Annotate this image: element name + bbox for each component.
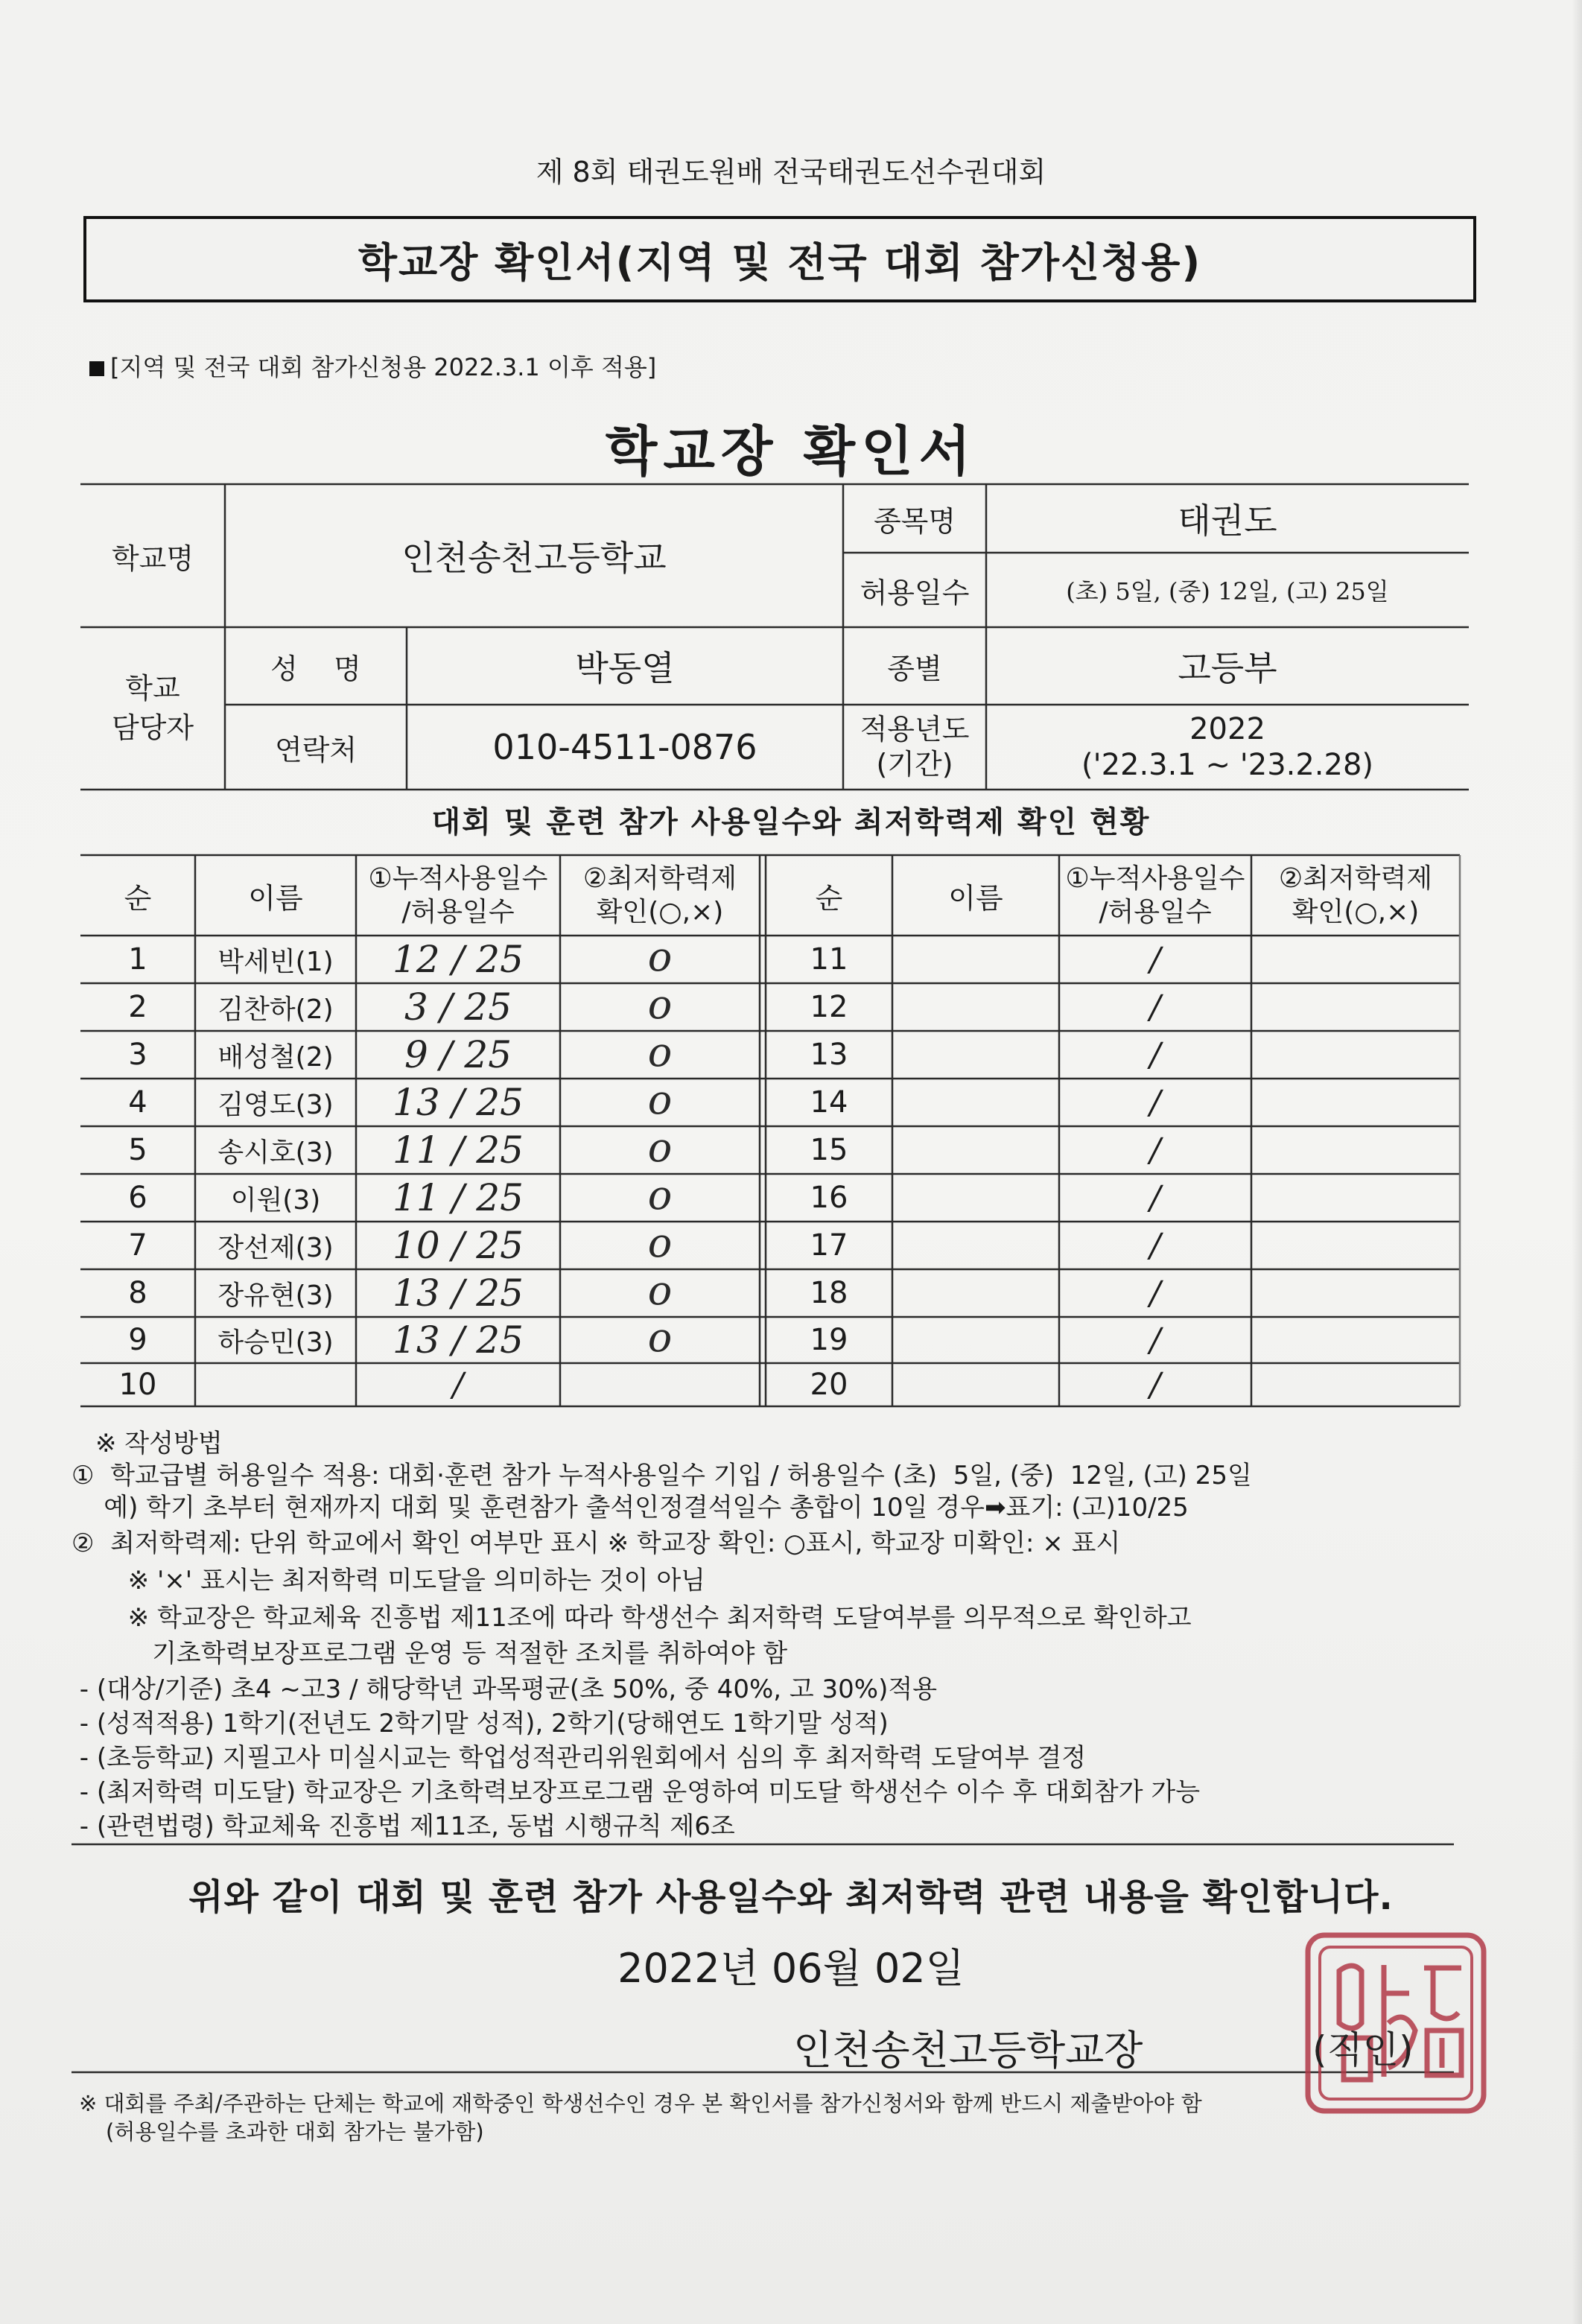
sport-value: 태권도 — [1178, 501, 1277, 541]
row-no: 6 — [128, 1181, 147, 1215]
header-min-line2: 확인(○,×) — [596, 897, 724, 927]
header-min-line2: 확인(○,×) — [1292, 897, 1420, 927]
row-name — [892, 1126, 1059, 1174]
phone-label: 연락처 — [274, 733, 358, 766]
document-title: 학교장 확인서 — [605, 420, 977, 483]
row-name — [892, 1269, 1059, 1317]
row-no: 18 — [810, 1276, 848, 1310]
row-check — [1251, 1269, 1460, 1317]
row-no: 20 — [810, 1368, 848, 1402]
row-days: 3 / 25 — [404, 985, 512, 1029]
header-days-line2: /허용일수 — [401, 897, 515, 927]
header-name-right: 이름 — [948, 881, 1003, 915]
row-name — [892, 1363, 1059, 1406]
row-no: 8 — [128, 1276, 147, 1310]
instruction-line: ② 최저학력제: 단위 학교에서 확인 여부만 표시 ※ 학교장 확인: ○표시, 학교장 미확인: × 표시 — [72, 1528, 1121, 1558]
allowed-days-value: (초) 5일, (중) 12일, (고) 25일 — [1066, 577, 1389, 606]
row-check — [1251, 983, 1460, 1031]
row-name — [892, 1317, 1059, 1363]
header-days-line1: ①누적사용일수 — [368, 863, 548, 894]
phone-value: 010-4511-0876 — [492, 727, 757, 767]
contact-person-label — [80, 627, 225, 790]
row-no: 16 — [810, 1181, 848, 1215]
row-days: 13 / 25 — [393, 1318, 524, 1362]
row-days: 13 / 25 — [393, 1081, 524, 1124]
row-check: o — [647, 1313, 673, 1361]
row-check — [1251, 1126, 1460, 1174]
row-check — [1251, 1222, 1460, 1269]
row-no: 5 — [128, 1133, 147, 1167]
instruction-line: 기초학력보장프로그램 운영 등 적절한 조치를 취하여야 함 — [72, 1639, 788, 1669]
row-check — [1251, 1031, 1460, 1079]
footnote-1: ※ 대회를 주최/주관하는 단체는 학교에 재학중인 학생선수인 경우 본 확인서를 참가신청서와 함께 반드시 제출받아야 함 — [79, 2091, 1202, 2116]
row-no: 19 — [810, 1323, 848, 1357]
school-name-label: 학교명 — [111, 542, 194, 575]
year-value-line2: ('22.3.1 ~ '23.2.28) — [1081, 748, 1374, 782]
row-days: / — [1149, 988, 1161, 1026]
division-value: 고등부 — [1178, 648, 1277, 688]
row-name: 장유현(3) — [217, 1280, 334, 1311]
year-value — [986, 705, 1469, 790]
instruction-line: ① 학교급별 허용일수 적용: 대회·훈련 참가 누적사용일수 기입 / 허용일수 (초) 5일, (중) 12일, (고) 25일 — [72, 1461, 1252, 1490]
row-no: 11 — [810, 942, 848, 977]
applicability-note-text: [지역 및 전국 대회 참가신청용 2022.3.1 이후 적용] — [110, 353, 657, 381]
event-title: 제 8회 태권도원배 전국태권도선수권대회 — [536, 156, 1046, 188]
year-label — [843, 705, 986, 790]
row-days: 11 / 25 — [393, 1176, 524, 1219]
row-check: o — [647, 1076, 673, 1123]
row-no: 3 — [128, 1038, 147, 1072]
header-days-left — [356, 855, 560, 936]
row-days: / — [1149, 1274, 1161, 1312]
row-no: 14 — [810, 1085, 848, 1120]
row-name: 이원(3) — [230, 1184, 321, 1216]
row-name: 김찬하(2) — [217, 994, 334, 1025]
row-no: 10 — [118, 1368, 157, 1402]
row-check: o — [647, 933, 673, 980]
row-name — [892, 983, 1059, 1031]
header-no-right: 순 — [815, 881, 843, 915]
instruction-line: ※ 학교장은 학교체육 진흥법 제11조에 따라 학생선수 최저학력 도달여부를 의무적으로 확인하고 — [72, 1603, 1192, 1633]
row-check: o — [647, 1123, 673, 1171]
row-check: o — [647, 980, 673, 1028]
instruction-line: - (초등학교) 지필고사 미실시교는 학업성적관리위원회에서 심의 후 최저학력 도달여부 결정 — [72, 1743, 1087, 1773]
row-check: o — [647, 1219, 673, 1266]
division-label: 종별 — [887, 652, 942, 685]
instruction-line: ※ 작성방법 — [95, 1429, 223, 1458]
row-days: 13 / 25 — [393, 1271, 524, 1315]
row-no: 2 — [128, 990, 147, 1024]
row-check: o — [647, 1266, 673, 1314]
row-days: 12 / 25 — [393, 938, 524, 981]
row-check — [560, 1363, 760, 1406]
confirmation-statement: 위와 같이 대회 및 훈련 참가 사용일수와 최저학력 관련 내용을 확인합니다. — [188, 1876, 1394, 1918]
row-name — [892, 1079, 1059, 1126]
header-days-line2: /허용일수 — [1099, 897, 1212, 927]
row-check: o — [647, 1028, 673, 1076]
row-days: / — [1149, 1321, 1161, 1359]
row-name: 하승민(3) — [217, 1327, 334, 1358]
row-check: o — [647, 1171, 673, 1219]
instruction-line: 예) 학기 초부터 현재까지 대회 및 훈련참가 출석인정결석일수 총합이 10일 경우➡표기: (고)10/25 — [72, 1493, 1189, 1523]
row-days: 9 / 25 — [404, 1033, 512, 1076]
footnote-2: (허용일수를 초과한 대회 참가는 불가함) — [106, 2119, 484, 2144]
row-name: 배성철(2) — [217, 1041, 334, 1073]
header-no-left: 순 — [124, 881, 152, 915]
roster-section-title: 대회 및 훈련 참가 사용일수와 최저학력제 확인 현황 — [431, 805, 1151, 839]
row-name — [892, 936, 1059, 983]
row-check — [1251, 1174, 1460, 1222]
row-name — [892, 1222, 1059, 1269]
sport-label: 종목명 — [873, 504, 956, 538]
row-name — [195, 1363, 356, 1406]
row-check — [1251, 1317, 1460, 1363]
contact-label-line2: 담당자 — [111, 711, 194, 744]
row-days: / — [1149, 1083, 1161, 1122]
row-days: / — [1149, 1365, 1161, 1404]
row-name: 김영도(3) — [217, 1089, 334, 1120]
row-no: 13 — [810, 1038, 848, 1072]
row-days: / — [1149, 940, 1161, 979]
header-days-right — [1059, 855, 1251, 936]
row-days: / — [1149, 1131, 1161, 1169]
row-name: 송시호(3) — [217, 1137, 334, 1168]
instruction-line: - (대상/기준) 초4 ~고3 / 해당학년 과목평균(초 50%, 중 40%, 고 30%)적용 — [72, 1674, 938, 1704]
row-no: 12 — [810, 990, 848, 1024]
name-label: 성 명 — [270, 652, 361, 685]
year-label-line1: 적용년도 — [860, 712, 970, 746]
row-name — [892, 1174, 1059, 1222]
row-days: / — [1149, 1035, 1161, 1074]
name-value: 박동열 — [575, 648, 675, 688]
row-days: 11 / 25 — [393, 1128, 524, 1172]
instruction-line: ※ '×' 표시는 최저학력 미도달을 의미하는 것이 아님 — [72, 1566, 706, 1596]
row-name: 박세빈(1) — [217, 946, 334, 977]
row-name: 장선제(3) — [217, 1232, 334, 1263]
school-name-value: 인천송천고등학교 — [401, 538, 667, 578]
row-no: 9 — [128, 1323, 147, 1357]
row-check — [1251, 1079, 1460, 1126]
instruction-line: - (최저학력 미도달) 학교장은 기초학력보장프로그램 운영하여 미도달 학생선수 이수 후 대회참가 가능 — [72, 1777, 1201, 1807]
instruction-line: - (성적적용) 1학기(전년도 2학기말 성적), 2학기(당해연도 1학기말 성적) — [72, 1709, 889, 1739]
contact-label-line1: 학교 — [125, 671, 180, 705]
row-no: 7 — [128, 1228, 147, 1263]
header-min-line1: ②최저학력제 — [582, 863, 737, 894]
header-days-line1: ①누적사용일수 — [1065, 863, 1245, 894]
header-min-line1: ②최저학력제 — [1278, 863, 1433, 894]
row-days: 10 / 25 — [393, 1224, 524, 1267]
row-days: / — [1149, 1178, 1161, 1217]
header-name-left: 이름 — [248, 881, 303, 915]
header-min-left — [560, 855, 760, 936]
row-days: / — [1149, 1226, 1161, 1265]
row-no: 17 — [810, 1228, 848, 1263]
issue-date: 2022년 06월 02일 — [617, 1945, 965, 1992]
row-check — [1251, 936, 1460, 983]
title-box-text: 학교장 확인서(지역 및 전국 대회 참가신청용) — [358, 238, 1202, 286]
instruction-line: - (관련법령) 학교체육 진흥법 제11조, 동법 시행규칙 제6조 — [72, 1812, 735, 1841]
row-no: 15 — [810, 1133, 848, 1167]
allowed-days-label: 허용일수 — [860, 576, 970, 609]
row-name — [892, 1031, 1059, 1079]
row-check — [1251, 1363, 1460, 1406]
row-days: / — [452, 1365, 464, 1404]
year-value-line1: 2022 — [1189, 712, 1265, 746]
row-no: 1 — [128, 942, 147, 977]
header-min-right — [1251, 855, 1460, 936]
seal-label: (직인) — [1312, 2028, 1414, 2071]
year-label-line2: (기간) — [876, 748, 953, 781]
row-no: 4 — [128, 1085, 147, 1120]
principal-signature: 인천송천고등학교장 — [793, 2027, 1143, 2074]
